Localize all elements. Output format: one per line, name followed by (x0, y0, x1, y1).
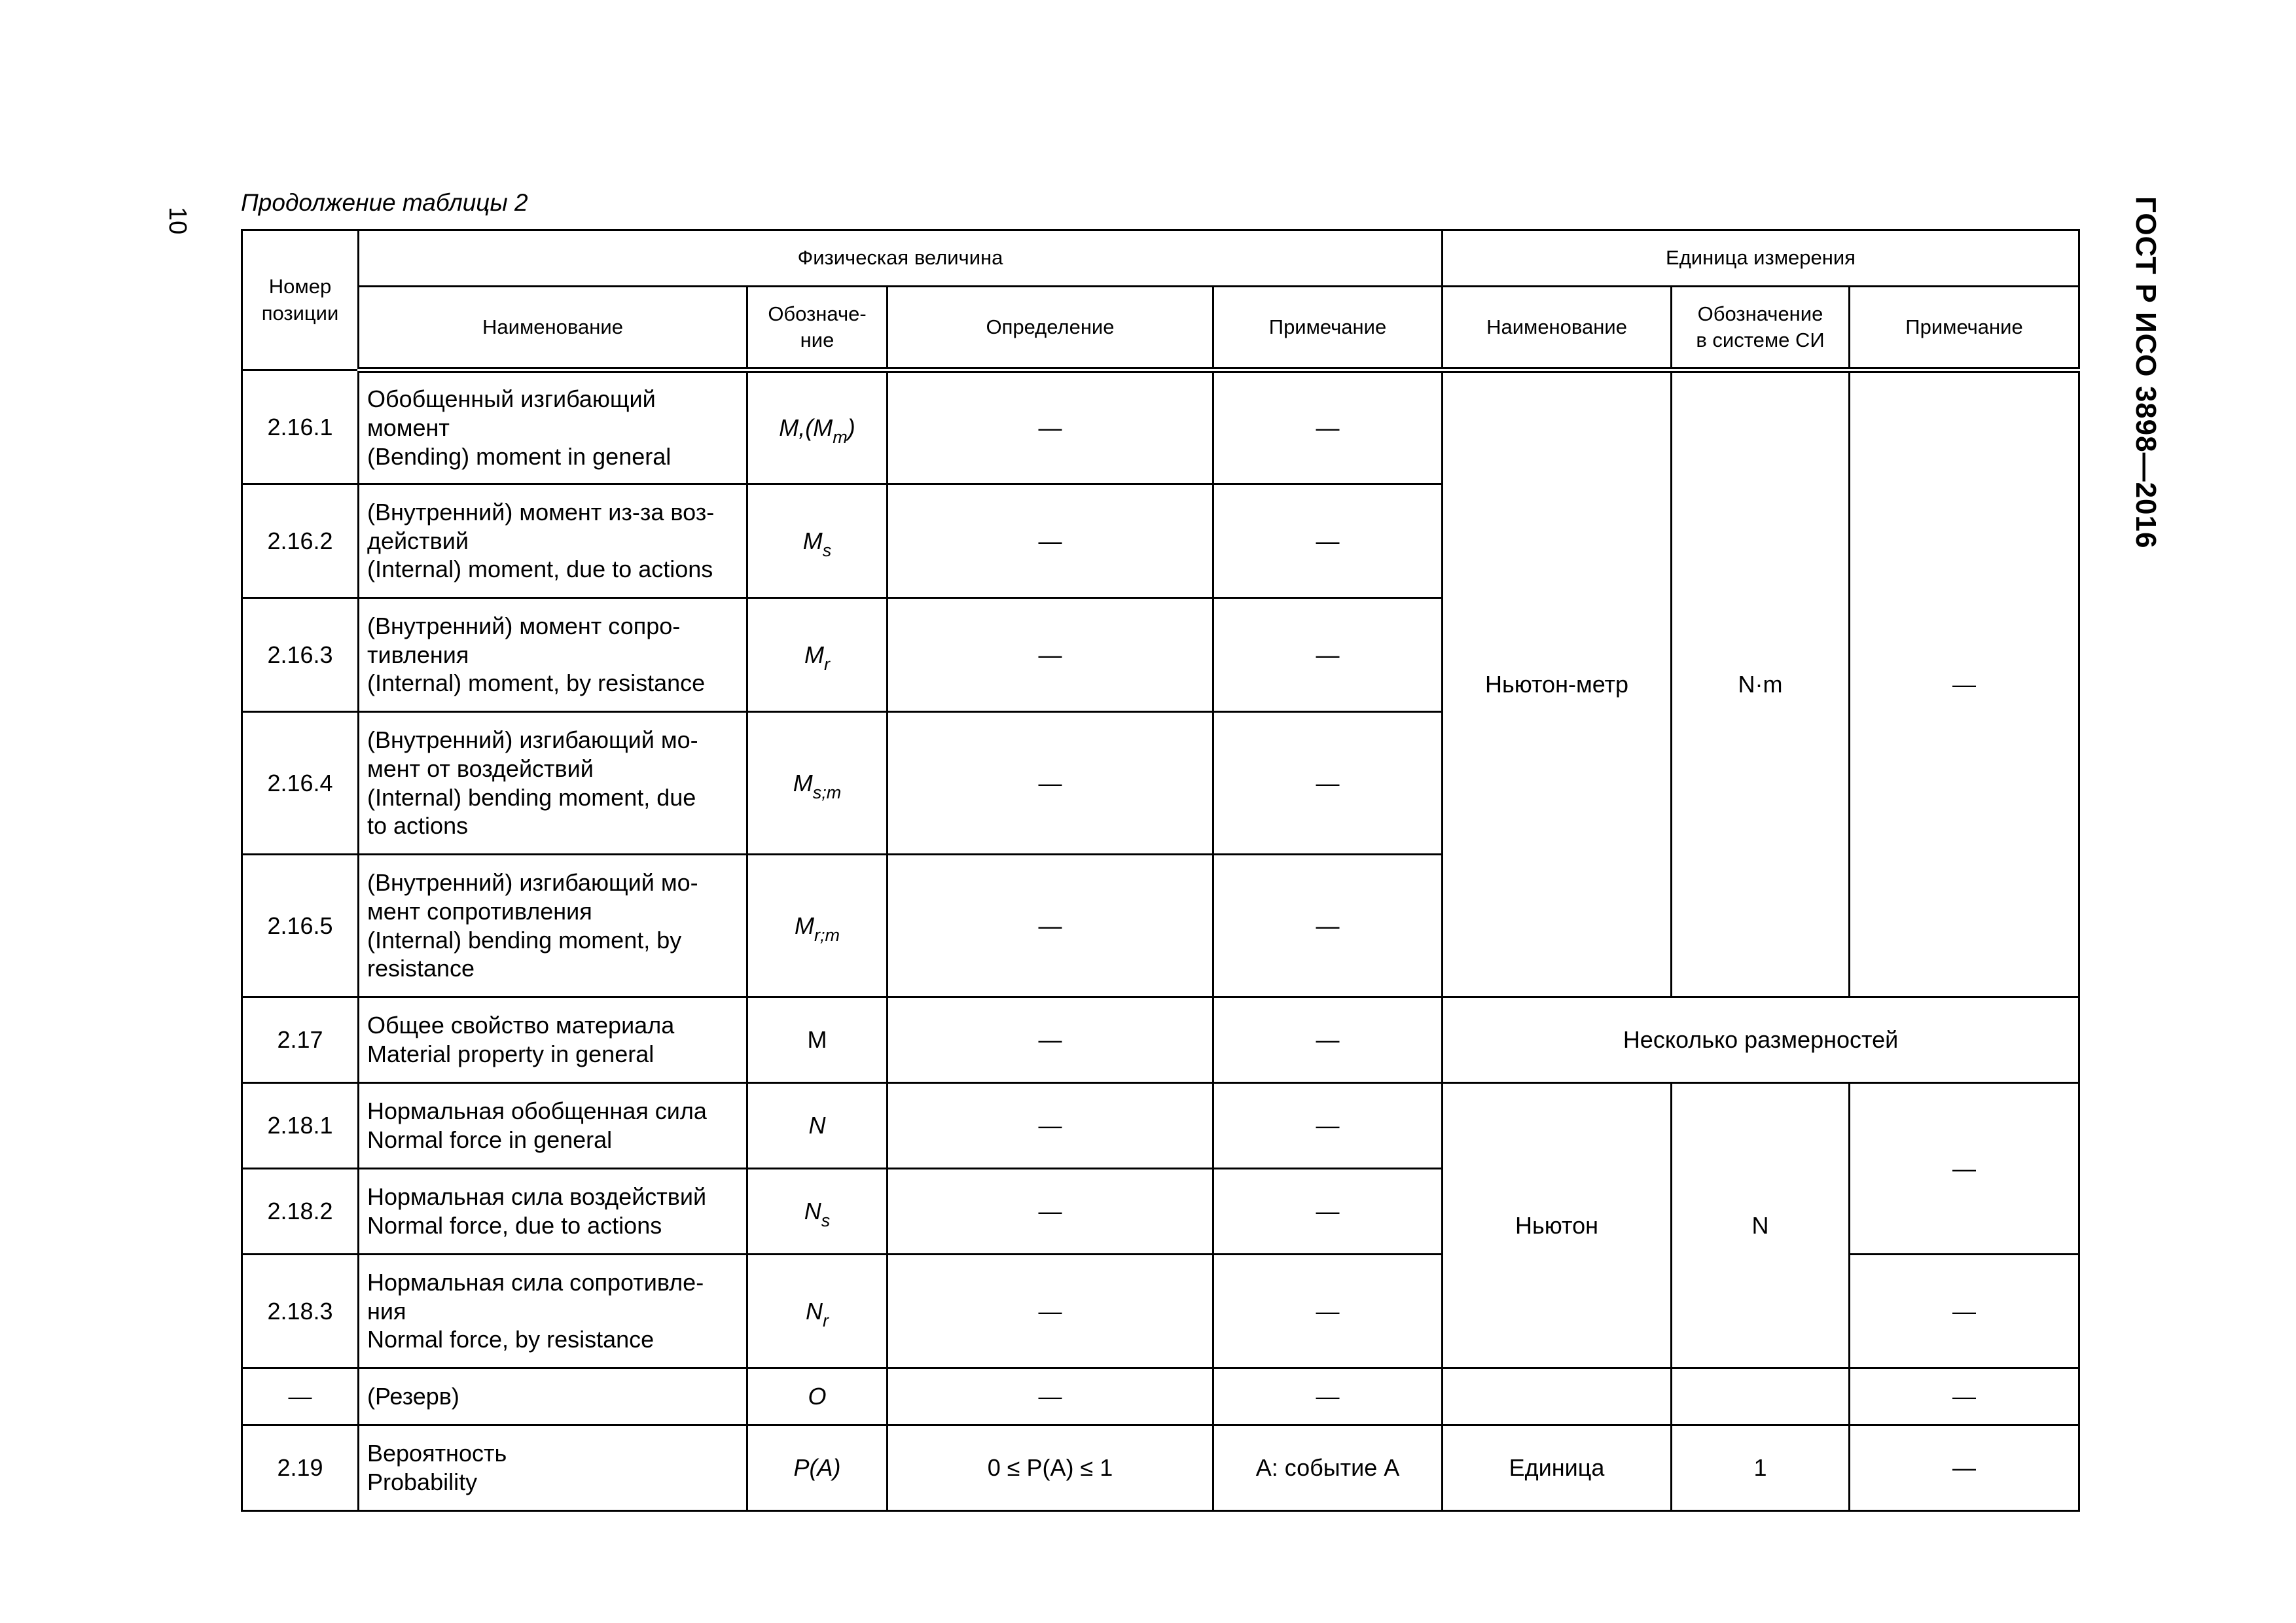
note-cell: — (1213, 1255, 1443, 1368)
quantity-name: (Внутренний) момент сопро- тивления (Internal) moment, by resistance (359, 598, 747, 712)
header-unit-of-measure: Единица измерения (1443, 230, 2079, 287)
note-cell: — (1213, 1083, 1443, 1169)
quantity-symbol: N (747, 1083, 888, 1169)
quantity-symbol: $M,(M_m)$ (747, 370, 888, 484)
header-position-number: Номер позиции (242, 230, 359, 370)
si-symbol-cell (1672, 1368, 1850, 1425)
unit-note-cell: — (1850, 1425, 2079, 1511)
position-number: 2.19 (242, 1425, 359, 1511)
quantity-name: Нормальная сила сопротивле- ния Normal force, by resistance (359, 1255, 747, 1368)
position-number: 2.18.3 (242, 1255, 359, 1368)
quantity-name: (Внутренний) момент из-за воз- действий (Internal) moment, due to actions (359, 484, 747, 598)
page-number: 10 (164, 207, 191, 235)
quantity-symbol: $N_s$ (747, 1169, 888, 1255)
unit-name-newton-metre: Ньютон-метр (1443, 370, 1672, 997)
definition-cell: — (888, 1083, 1213, 1169)
quantity-name: (Резерв) (359, 1368, 747, 1425)
unit-note-force-resistance: — (1850, 1255, 2079, 1368)
position-number: 2.16.3 (242, 598, 359, 712)
quantity-name: Общее свойство материала Material property in general (359, 997, 747, 1083)
quantity-symbol: M (747, 997, 888, 1083)
si-symbol-cell: 1 (1672, 1425, 1850, 1511)
note-cell: — (1213, 370, 1443, 484)
quantity-symbol: $N_r$ (747, 1255, 888, 1368)
quantity-name: Нормальная сила воздействий Normal force, due to actions (359, 1169, 747, 1255)
header-symbol: Обозначе- ние (747, 287, 888, 370)
quantity-name: (Внутренний) изгибающий мо- мент сопротивления (Internal) bending moment, by resistance (359, 855, 747, 997)
multiple-dimensions-cell: Несколько размерностей (1443, 997, 2079, 1083)
quantity-name: (Внутренний) изгибающий мо- мент от воздействий (Internal) bending moment, due to actions (359, 712, 747, 855)
definition-cell: — (888, 1255, 1213, 1368)
header-row-1 (242, 230, 2079, 287)
header-physical-quantity: Физическая величина (359, 230, 1443, 287)
quantity-name: Вероятность Probability (359, 1425, 747, 1511)
position-number: — (242, 1368, 359, 1425)
table-row (242, 370, 2079, 484)
position-number: 2.16.4 (242, 712, 359, 855)
position-number: 2.18.2 (242, 1169, 359, 1255)
unit-name-cell (1443, 1368, 1672, 1425)
table-row (242, 1083, 2079, 1169)
quantity-symbol: O (747, 1368, 888, 1425)
table-row (242, 1368, 2079, 1425)
definition-cell: — (888, 712, 1213, 855)
note-cell: — (1213, 1169, 1443, 1255)
si-symbol-newton: N (1672, 1083, 1850, 1368)
quantity-symbol: $M_s$ (747, 484, 888, 598)
position-number: 2.18.1 (242, 1083, 359, 1169)
position-number: 2.16.5 (242, 855, 359, 997)
position-number: 2.16.2 (242, 484, 359, 598)
definition-cell: — (888, 598, 1213, 712)
note-cell: — (1213, 855, 1443, 997)
table-row (242, 1425, 2079, 1511)
definition-cell: — (888, 855, 1213, 997)
header-row-2 (242, 287, 2079, 370)
note-cell: — (1213, 598, 1443, 712)
definition-cell: — (888, 1169, 1213, 1255)
quantity-symbol: $M_r$ (747, 598, 888, 712)
si-symbol-newton-metre: N·m (1672, 370, 1850, 997)
unit-name-cell: Единица (1443, 1425, 1672, 1511)
definition-cell: — (888, 997, 1213, 1083)
definition-cell: — (888, 370, 1213, 484)
header-name: Наименование (359, 287, 747, 370)
quantity-symbol: $M_{s;m}$ (747, 712, 888, 855)
unit-note-cell: — (1850, 1368, 2079, 1425)
note-cell: — (1213, 997, 1443, 1083)
header-note: Примечание (1213, 287, 1443, 370)
definition-cell: — (888, 1368, 1213, 1425)
unit-note-force: — (1850, 1083, 2079, 1255)
unit-name-newton: Ньютон (1443, 1083, 1672, 1368)
document-code: ГОСТ Р ИСО 3898—2016 (2130, 196, 2162, 549)
quantities-table (241, 229, 2080, 1512)
quantity-symbol: P(A) (747, 1425, 888, 1511)
position-number: 2.17 (242, 997, 359, 1083)
quantity-name: Обобщенный изгибающий момент (Bending) moment in general (359, 370, 747, 484)
table-row (242, 997, 2079, 1083)
header-definition: Определение (888, 287, 1213, 370)
unit-note-moment: — (1850, 370, 2079, 997)
note-cell: — (1213, 484, 1443, 598)
note-cell: — (1213, 1368, 1443, 1425)
definition-cell: — (888, 484, 1213, 598)
definition-cell: 0 ≤ P(A) ≤ 1 (888, 1425, 1213, 1511)
note-cell: A: событие A (1213, 1425, 1443, 1511)
note-cell: — (1213, 712, 1443, 855)
table-continuation-caption: Продолжение таблицы 2 (241, 189, 528, 216)
header-unit-name: Наименование (1443, 287, 1672, 370)
header-si-symbol: Обозначение в системе СИ (1672, 287, 1850, 370)
header-unit-note: Примечание (1850, 287, 2079, 370)
quantity-name: Нормальная обобщенная сила Normal force in general (359, 1083, 747, 1169)
quantity-symbol: $M_{r;m}$ (747, 855, 888, 997)
position-number: 2.16.1 (242, 370, 359, 484)
